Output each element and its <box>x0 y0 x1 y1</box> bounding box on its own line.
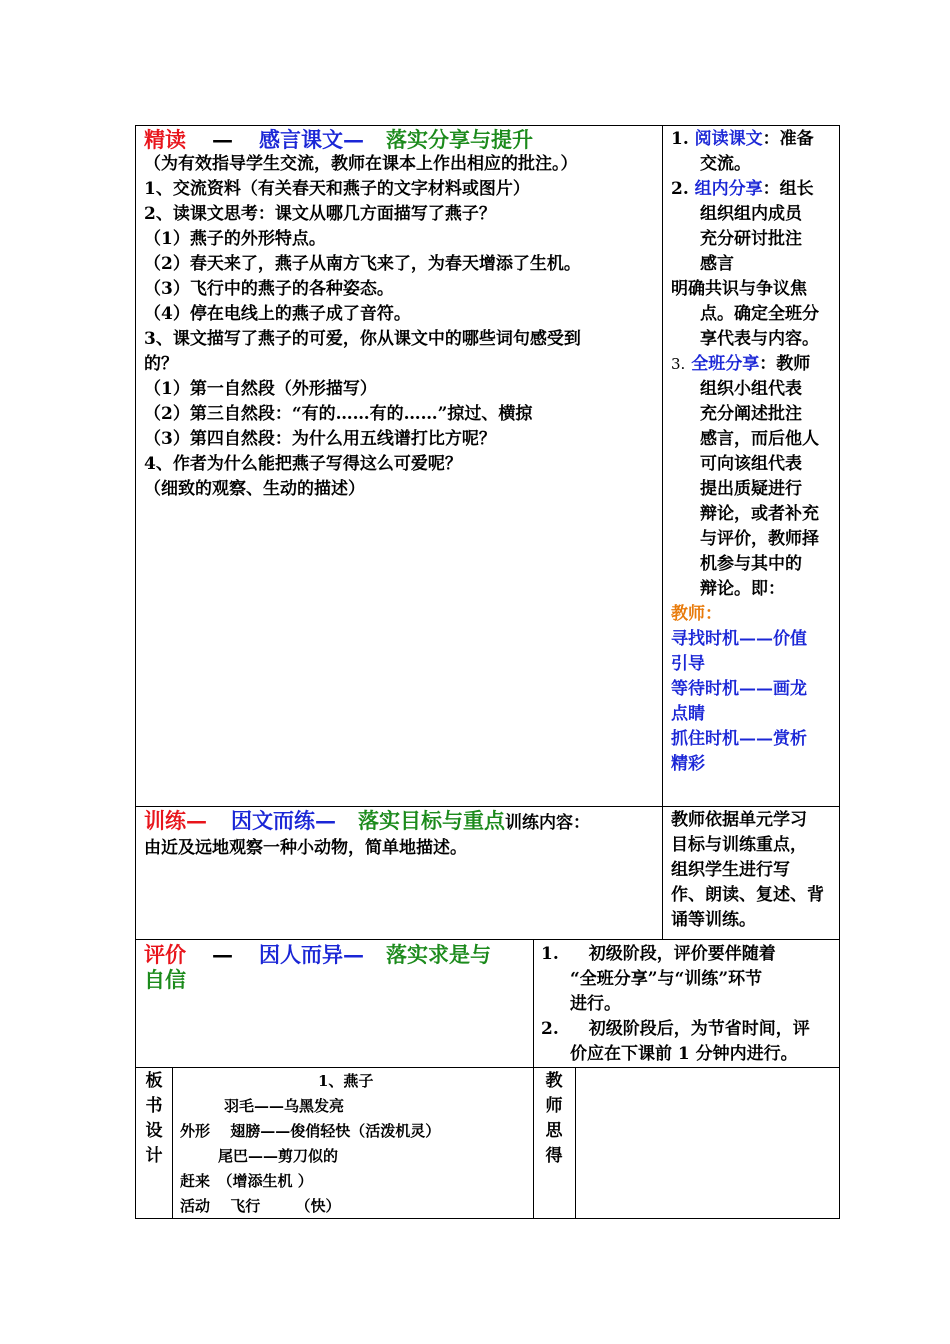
note-item-1-text: ：准备 <box>762 129 814 149</box>
training-note-line: 目标与训练重点， <box>671 835 807 855</box>
evaluation-heading-dash: — <box>212 942 233 967</box>
eval-note-2 <box>541 1017 836 1042</box>
reading-line: （4）停在电线上的燕子成了音符。 <box>144 304 411 324</box>
note-item-3-line: 可向该组代表 <box>700 454 802 474</box>
evaluation-heading-part4: 自信 <box>144 967 186 992</box>
board-label-char: 计 <box>145 1146 163 1166</box>
board-label <box>137 1069 171 1169</box>
board-line: 外形 翅膀——俊俏轻快（活泼机灵） <box>180 1122 441 1140</box>
note-item-2-title: 组内分享 <box>694 179 763 199</box>
note-item-1 <box>671 127 836 152</box>
note-item-1-cont: 交流。 <box>700 154 751 174</box>
timing-line: 精彩 <box>671 754 705 774</box>
reflection-label-char: 师 <box>545 1096 563 1116</box>
reflection-label-char: 教 <box>545 1071 563 1091</box>
reading-notes <box>671 127 836 777</box>
reading-line: 1、交流资料（有关春天和燕子的文字材料或图片） <box>144 179 530 199</box>
evaluation-heading-part3: 落实求是与 <box>386 942 491 967</box>
eval-note-1-cont: 进行。 <box>570 994 621 1014</box>
timing-line: 引导 <box>671 654 705 674</box>
eval-note-2-number: 2. <box>541 1019 559 1039</box>
reading-line: 的？ <box>144 354 178 374</box>
eval-note-2-text: 初级阶段后，为节省时间，评 <box>588 1019 810 1039</box>
reading-heading-part1: 精读 <box>144 127 186 152</box>
note-item-3-line: 提出质疑进行 <box>700 479 802 499</box>
board-title: 1、燕子 <box>318 1072 374 1090</box>
evaluation-heading-part2: 因人而异— <box>259 942 364 967</box>
reading-line: （1）燕子的外形特点。 <box>144 229 326 249</box>
reading-heading-part2: 感言课文— <box>259 127 364 152</box>
training-content: 由近及远地观察一种小动物，简单地描述。 <box>144 838 467 858</box>
note-item-3-title: 全班分享 <box>691 354 760 374</box>
board-line: 活动 飞行 （快） <box>180 1197 341 1215</box>
board-line: 赶来 （增添生机 ） <box>180 1172 313 1190</box>
timing-line: 点睛 <box>671 704 705 724</box>
reading-line: （为有效指导学生交流，教师在课本上作出相应的批注。） <box>144 154 578 174</box>
reading-line: （3）飞行中的燕子的各种姿态。 <box>144 279 394 299</box>
training-note-line: 教师依据单元学习 <box>671 810 807 830</box>
note-item-2-number: 2. <box>671 179 689 199</box>
training-heading-part2: 因文而练— <box>231 808 336 833</box>
col-divider-eval <box>533 939 534 1219</box>
note-item-3-text: ：教师 <box>759 354 811 374</box>
eval-note-2-cont: 价应在下课前 1 分钟内进行。 <box>570 1044 798 1064</box>
note-item-3 <box>671 352 836 377</box>
consensus-line: 享代表与内容。 <box>700 329 819 349</box>
training-note-line: 作、朗读、复述、背 <box>671 885 824 905</box>
note-item-1-title: 阅读课文 <box>694 129 763 149</box>
board-line: 尾巴——剪刀似的 <box>218 1147 339 1165</box>
board-label-char: 设 <box>145 1121 163 1141</box>
eval-note-1-text: 初级阶段，评价要伴随着 <box>588 944 776 964</box>
reflection-content[interactable] <box>578 1069 836 1215</box>
reading-section <box>144 127 659 502</box>
board-label-char: 书 <box>145 1096 163 1116</box>
board-content <box>180 1069 530 1219</box>
reading-line: 2、读课文思考：课文从哪几方面描写了燕子？ <box>144 204 496 224</box>
reading-line: （2）春天来了，燕子从南方飞来了，为春天增添了生机。 <box>144 254 581 274</box>
note-item-3-line: 充分阐述批注 <box>700 404 802 424</box>
note-item-1-number: 1. <box>671 129 689 149</box>
training-heading-part1: 训练— <box>144 808 207 833</box>
reading-line: （2）第三自然段：“有的……有的……”掠过、横掠 <box>144 404 533 424</box>
training-section <box>144 808 659 861</box>
reading-line: （3）第四自然段：为什么用五线谱打比方呢？ <box>144 429 496 449</box>
eval-note-1-number: 1. <box>541 944 559 964</box>
reflection-label-char: 思 <box>545 1121 563 1141</box>
reflection-label <box>535 1069 573 1169</box>
training-heading-part3: 落实目标与重点 <box>358 808 505 833</box>
note-item-3-line: 感言，而后他人 <box>700 429 819 449</box>
row-divider-1 <box>135 806 840 807</box>
note-item-2-text: ：组长 <box>762 179 814 199</box>
note-item-2-line: 充分研讨批注 <box>700 229 802 249</box>
reading-line: （1）第一自然段（外形描写） <box>144 379 377 399</box>
note-item-3-line: 机参与其中的 <box>700 554 802 574</box>
evaluation-heading-part1: 评价 <box>144 942 186 967</box>
training-heading <box>144 808 659 836</box>
consensus-line: 明确共识与争议焦 <box>671 279 807 299</box>
row-divider-3 <box>135 1067 840 1068</box>
training-notes <box>671 808 836 933</box>
col-divider-reflection-label <box>575 1067 576 1219</box>
note-item-2-line: 感言 <box>700 254 734 274</box>
col-divider-board-label <box>172 1067 173 1219</box>
note-item-3-line: 组织小组代表 <box>700 379 802 399</box>
training-note-line: 诵等训练。 <box>671 910 756 930</box>
evaluation-section <box>144 942 529 992</box>
reading-heading-part3: 落实分享与提升 <box>386 127 533 152</box>
timing-line: 寻找时机——价值 <box>671 629 807 649</box>
training-note-line: 组织学生进行写 <box>671 860 790 880</box>
col-divider-top <box>662 125 663 939</box>
evaluation-heading <box>144 942 529 967</box>
row-divider-2 <box>135 939 840 940</box>
consensus-line: 点。确定全班分 <box>700 304 819 324</box>
reflection-label-char: 得 <box>545 1146 563 1166</box>
board-line: 羽毛——乌黑发亮 <box>224 1097 345 1115</box>
evaluation-notes <box>541 942 836 1067</box>
note-item-3-line: 辩论，或者补充 <box>700 504 819 524</box>
note-item-2 <box>671 177 836 202</box>
note-item-3-line: 与评价，教师择 <box>700 529 819 549</box>
note-item-3-number: 3. <box>671 355 686 373</box>
reading-heading <box>144 127 659 152</box>
reading-line: 3、课文描写了燕子的可爱，你从课文中的哪些词句感受到 <box>144 329 581 349</box>
note-item-2-line: 组织组内成员 <box>700 204 802 224</box>
teacher-label: 教师： <box>671 604 722 624</box>
note-item-3-line: 辩论。即： <box>700 579 785 599</box>
reading-heading-dash: — <box>212 127 233 152</box>
reading-line: （细致的观察、生动的描述） <box>144 479 365 499</box>
training-heading-tail: 训练内容： <box>505 813 590 833</box>
eval-note-1 <box>541 942 836 967</box>
reading-line: 4、作者为什么能把燕子写得这么可爱呢？ <box>144 454 462 474</box>
eval-note-1-cont: “全班分享”与“训练”环节 <box>570 969 763 989</box>
board-label-char: 板 <box>145 1071 163 1091</box>
timing-line: 等待时机——画龙 <box>671 679 807 699</box>
timing-line: 抓住时机——赏析 <box>671 729 807 749</box>
